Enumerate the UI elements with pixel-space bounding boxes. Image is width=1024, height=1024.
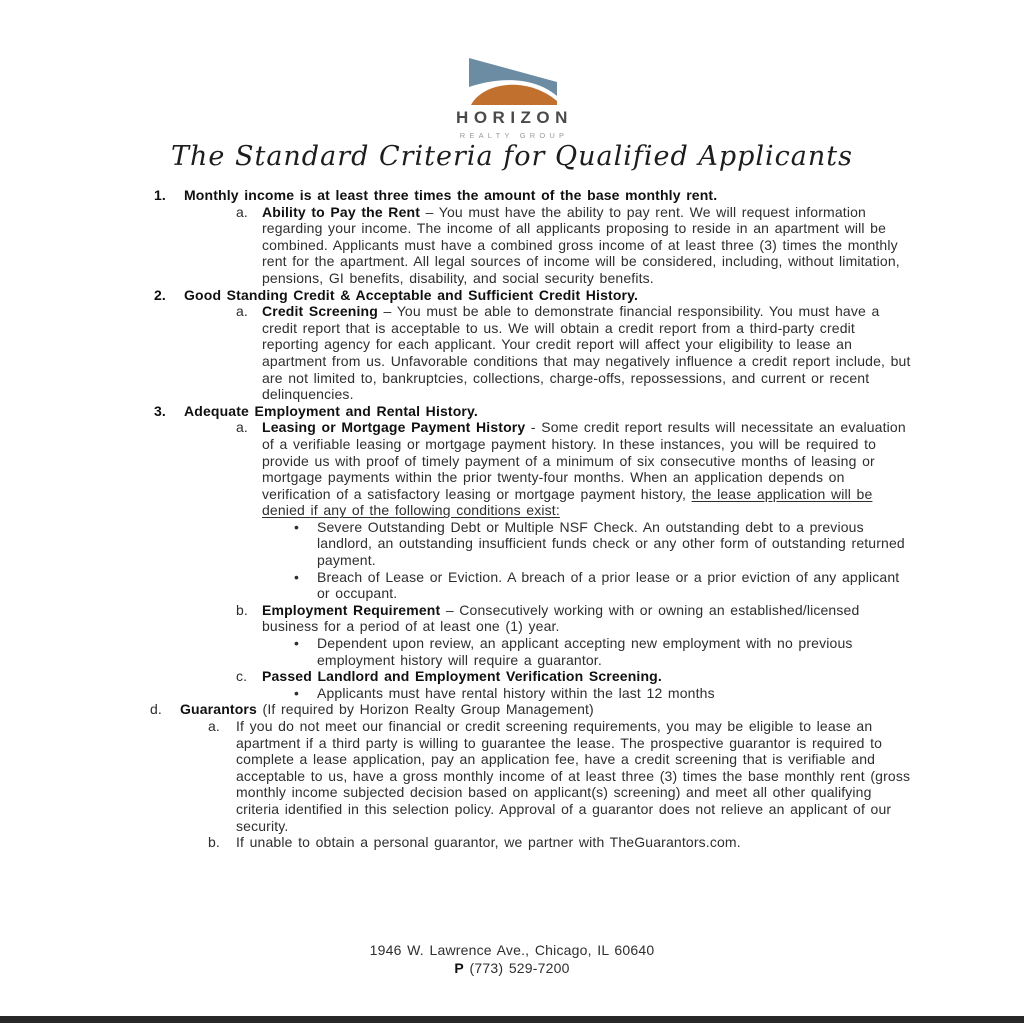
- footer-address: 1946 W. Lawrence Ave., Chicago, IL 60640: [369, 942, 655, 958]
- criterion-1-heading: Monthly income is at least three times the amount of the base monthly rent.: [184, 187, 718, 203]
- item-number: 3.: [154, 402, 166, 419]
- footer: [0, 942, 1024, 977]
- item-number: 2.: [154, 286, 166, 303]
- criterion-3-heading: Adequate Employment and Rental History.: [184, 402, 478, 419]
- item-letter: a.: [236, 419, 248, 436]
- page-bottom-edge: [0, 1016, 1024, 1023]
- criterion-3c-bullet-1: • Applicants must have rental history within the last 12 months: [184, 685, 916, 702]
- item-number: 1.: [154, 187, 166, 203]
- horizon-logo-icon: [464, 55, 560, 105]
- criterion-d-b: [180, 834, 916, 851]
- item-letter: a.: [208, 718, 220, 734]
- criterion-1a-lead: Ability to Pay the Rent: [262, 203, 421, 220]
- criterion-1a-text: – You must have the ability to pay rent. We will request information regarding your income. The income of all applicants proposing to reside in an apartment will be combined. Applicants must have a combined gross income of at least three (3) times the monthly rent for the apartment. All legal sources of income will be considered, including, without limitation, pensions, GI benefits, disability, and social security benefits.: [262, 203, 900, 286]
- logo-name: HORIZON: [456, 108, 573, 127]
- criterion-d-a-text: If you do not meet our financial or credit screening requirements, you may be eligible to lease an apartment if a third party is willing to guarantee the lease. The prospective guarantor is required to complete a lease application, pay an application fee, have a credit screening that is verifiable and acceptable to us, have a gross monthly income of at least three (3) times the base monthly rent (gross monthly income subjected decision based on applicant(s) screening) and meet all other qualifying criteria identified in this selection policy. Approval of a guarantor does not relieve an applicant of our security.: [236, 718, 911, 834]
- criterion-3a-bullet-2: • Breach of Lease or Eviction. A breach of a prior lease or a prior eviction of any applicant or occupant.: [184, 569, 916, 602]
- criterion-3b-lead: Employment Requirement: [262, 601, 441, 618]
- criterion-2a-lead: Credit Screening: [262, 303, 378, 320]
- criterion-d: [152, 701, 916, 850]
- criteria-list: [152, 187, 916, 851]
- item-letter: c.: [236, 668, 248, 685]
- criterion-d-b-text: If unable to obtain a personal guarantor, we partner with TheGuarantors.com.: [236, 834, 741, 851]
- item-letter: b.: [208, 834, 220, 851]
- item-letter: a.: [236, 303, 248, 320]
- criterion-3c-lead: Passed Landlord and Employment Verification Screening.: [262, 668, 662, 685]
- criterion-3a-lead: Leasing or Mortgage Payment History: [262, 419, 526, 436]
- criterion-d-lead: Guarantors: [180, 701, 257, 718]
- criterion-2-heading: Good Standing Credit & Acceptable and Sufficient Credit History.: [184, 286, 639, 303]
- criterion-3b-bullet-1: • Dependent upon review, an applicant accepting new employment with no previous employment history will require a guarantor.: [184, 635, 916, 668]
- criterion-3c: [184, 668, 916, 685]
- footer-phone-label: P: [454, 959, 464, 976]
- logo-tagline: REALTY GROUP: [459, 131, 569, 140]
- criterion-3a-bullet-1: • Severe Outstanding Debt or Multiple NSF Check. An outstanding debt to a previous landlord, an outstanding insufficient funds check or any other form of outstanding returned payment.: [184, 519, 916, 569]
- criterion-3a: [184, 419, 916, 519]
- criterion-d-a: [180, 718, 916, 834]
- criterion-2a: [184, 303, 916, 403]
- item-letter: d.: [150, 701, 162, 718]
- criterion-3b-text: – Consecutively working with or owning an established/licensed business for a period of at least one (1) year.: [262, 601, 860, 635]
- logo: [0, 55, 1024, 140]
- footer-phone-number: (773) 529-7200: [469, 959, 570, 976]
- criterion-3a-text: - Some credit report results will necessitate an evaluation of a verifiable leasing or mortgage payment history. In these instances, you will be required to provide us with proof of timely payment of a minimum of six consecutive months of leasing or mortgage payments within the prior twenty-four months. When an application depends on verification of a satisfactory leasing or mortgage payment history,: [262, 419, 906, 502]
- footer-phone-line: [0, 960, 1024, 978]
- criterion-1: [152, 187, 916, 287]
- criterion-2a-text: – You must be able to demonstrate financial responsibility. You must have a credit report that is acceptable to us. We will obtain a credit report from a third-party credit reporting agency for each applicant. Your credit report will affect your eligibility to lease an apartment from us. Unfavorable conditions that may negatively influence a credit report include, but are not limited to, bankruptcies, collections, charge-offs, repossessions, and current or recent delinquencies.: [262, 303, 911, 403]
- criterion-d-text: (If required by Horizon Realty Group Management): [256, 701, 594, 718]
- item-letter: b.: [236, 601, 248, 618]
- criterion-1a: [184, 204, 916, 287]
- criterion-3b: [184, 602, 916, 635]
- criterion-3a-underlined-clause: the lease application will be denied if any of the following conditions exist:: [262, 485, 873, 519]
- item-letter: a.: [236, 203, 248, 220]
- criterion-2: [152, 287, 916, 403]
- criterion-3: [152, 403, 916, 702]
- logo-orange-arch: [471, 85, 557, 105]
- page-title: The Standard Criteria for Qualified Applicants: [171, 141, 853, 172]
